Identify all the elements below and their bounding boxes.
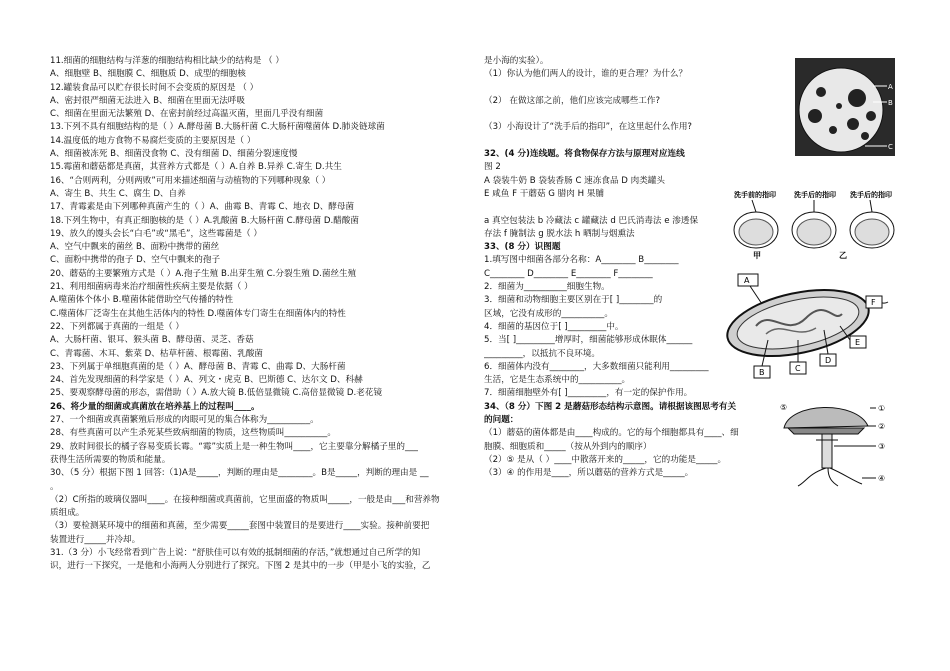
right-text-line: （1）蘑菇的菌体都是由____构成的。它的每个细胞都具有____、细	[484, 428, 739, 439]
left-text-line: 质组成。	[50, 508, 85, 519]
right-text-line: C________ D________ E________ F________	[484, 268, 653, 279]
right-text-line: 胞膜、细胞质和_____（按从外到内的顺序）	[484, 441, 652, 452]
left-text-line: 22、下列都属于真菌的一组是（ ）	[50, 321, 184, 332]
bacteria-label-f: F	[871, 298, 876, 307]
left-text-line: 12.罐装食品可以贮存很长时间不会变质的原因是 （ ）	[50, 82, 259, 93]
right-text-line: 3．细菌和动物细胞主要区别在于[ ]________的	[484, 295, 663, 306]
left-text-line: （2）C所指的玻璃仪器叫____。在接种细菌或真菌前，它里面盛的物质叫_____，一般是由___和营养物	[50, 494, 440, 505]
left-text-line: 16、“合则两利，分则两败”可用来描述细菌与动植物的下列哪种现象（ ）	[50, 175, 331, 186]
fig1-label-a: A	[888, 83, 893, 91]
left-text-line: 17、青霉素是由下列哪种真菌产生的（ ）A、曲霉 B、青霉 C、地衣 D、酵母菌	[50, 202, 355, 213]
left-text-line: C、面粉中携带的孢子 D、空气中飘来的孢子	[50, 255, 221, 266]
bacteria-label-a: A	[744, 276, 750, 285]
right-text-line: 存法 f 腌制法 g 脱水法 h 晒制与烟熏法	[484, 228, 635, 239]
right-text-line: 是小海的实验）。	[484, 56, 549, 66]
fig1-label-b: B	[888, 99, 893, 107]
right-text-line: _________，以抵抗不良环境。	[484, 348, 601, 359]
left-text-line: A、细菌被冻死 B、细菌没食物 C、没有细菌 D、细菌分裂速度慢	[50, 149, 298, 160]
left-text-line: A、密封很严细菌无法进入 B、细菌在里面无法呼吸	[50, 95, 245, 106]
fig2-title-1: 洗手前的指印	[734, 191, 776, 199]
left-text-line: 26、将少量的细菌或真菌放在培养基上的过程叫____。	[50, 401, 260, 412]
left-text-line: 28、有些真菌可以产生杀死某些致病细菌的物质，这些物质叫__________。	[50, 428, 336, 439]
right-text-line: 2．细菌为__________细胞生物。	[484, 282, 610, 293]
right-text-line: 4．细菌的基因位于[ ]_________中。	[484, 321, 624, 332]
right-text-line: 的问题：	[484, 415, 519, 426]
left-text-line: （3）要检测某环境中的细菌和真菌，至少需要_____套图中装置目的是要进行____实验。接种前要把	[50, 521, 430, 532]
right-text-line: 图 2	[484, 162, 501, 173]
mushroom-label-4: ④	[878, 474, 886, 483]
left-text-line: A、寄生 B、共生 C、腐生 D、自养	[50, 188, 186, 199]
left-text-line: C、细菌在里面无法繁殖 D、在密封前经过高温灭菌，里面几乎没有细菌	[50, 109, 324, 120]
left-text-line: 14.温度低的地方食物不易腐烂变质的主要原因是（ ）	[50, 135, 256, 146]
bacteria-label-d: D	[825, 356, 832, 365]
right-text-line	[484, 108, 784, 121]
right-text-line: （2）⑤ 是从（ ）____中散落开来的_____，它的功能是_____。	[484, 454, 727, 465]
left-text-line: 23、下列属于单细胞真菌的是（ ）A、酵母菌 B、青霉 C、曲霉 D、大肠杆菌	[50, 361, 346, 372]
left-text-line: 31.（3 分）小飞经常看到广告上说：“舒肤佳可以有效的抵制细菌的存活，”就想通过自己所学的知	[50, 547, 421, 558]
mushroom-label-5: ⑤	[780, 403, 788, 412]
right-text-line	[484, 135, 784, 148]
right-text-line: 32、(4 分)连线题。将食物保存方法与原理对应连线	[484, 149, 685, 160]
left-text-line: 19、放久的馒头会长“白毛”或“黑毛”，这些霉菌是（ ）	[50, 228, 262, 239]
left-text-line: C.噬菌体厂泛寄生在其他生活体内的特性 D.噬菌体专门寄生在细菌体内的特性	[50, 308, 346, 319]
mushroom-label-3: ③	[878, 442, 886, 451]
fig2-label-yi: 乙	[839, 251, 847, 260]
right-text-line: （1）你认为他们两人的设计，谁的更合理？为什么？	[484, 69, 688, 80]
right-text-line: 生活，它是生态系统中的__________。	[484, 375, 631, 386]
right-text-line: 33、(8 分）识图题	[484, 242, 561, 253]
fig1-label-c: C	[888, 143, 893, 151]
right-text-line: （3）④ 的作用是____，所以蘑菇的营养方式是_____。	[484, 468, 694, 479]
left-text-line: 24、首先发现细菌的科学家是（ ）A、列文・虎克 B、巴斯德 C、达尔文 D、科赫	[50, 375, 363, 386]
mushroom-label-2: ②	[878, 422, 886, 431]
right-text-line: 区域，它没有成形的__________。	[484, 308, 613, 319]
left-text-line: 25、要观察酵母菌的形态，需借助（ ）A.放大镜 B.低倍显微镜 C.高倍显微镜 D.老花镜	[50, 388, 383, 399]
left-text-line: 13.下列不具有细胞结构的是（ ）A.酵母菌 B.大肠杆菌 C.大肠杆菌噬菌体 D.肺炎链球菌	[50, 122, 385, 133]
right-text-line	[484, 82, 784, 95]
right-text-line: E 咸鱼 F 干蘑菇 G 腊肉 H 果脯	[484, 188, 604, 199]
right-text-line: （2） 在做这部之前，他们应该完成哪些工作?	[484, 95, 661, 106]
bacteria-label-c: C	[795, 364, 801, 373]
bacteria-label-b: B	[759, 368, 765, 377]
left-text-line: 21、利用细菌病毒来治疗细菌性疾病主要是依据（ ）	[50, 282, 253, 293]
bacteria-structure-diagram	[716, 268, 891, 383]
left-text-line: 27、一个细菌或真菌繁殖后形成的肉眼可见的集合体称为__________。	[50, 415, 319, 426]
mushroom-structure-diagram	[778, 398, 888, 488]
left-text-line: 30、（5 分）根据下图 1 回答:（1)A是_____，判断的理由是________。B是_____，判断的理由是 __	[50, 468, 429, 479]
fig2-label-jia: 甲	[753, 251, 761, 260]
left-text-line: 18.下列生物中，有真正细胞核的是（ ）A.乳酸菌 B.大肠杆菌 C.酵母菌 D.醋酸菌	[50, 215, 359, 226]
right-text-line: （3）小海设计了“洗手后的指印”，在这里起什么作用?	[484, 122, 692, 133]
fig2-title-3: 洗手后的指印	[850, 191, 892, 199]
left-text-line: 获得生活所需要的物质和能量。	[50, 454, 171, 465]
left-text-line: 装置进行_____并冷却。	[50, 534, 141, 545]
bacteria-label-e: E	[855, 338, 861, 347]
left-text-line: 20、蘑菇的主要繁殖方式是（ ）A.孢子生殖 B.出芽生殖 C.分裂生殖 D.菌丝生殖	[50, 268, 357, 279]
figure-2-handprint-plates	[732, 188, 902, 260]
right-text-line: 1.填写图中细菌各部分名称：A________ B________	[484, 255, 679, 266]
right-text-line: 34、（8 分）下图 2 是蘑菇形态结构示意图。请根据该图思考有关	[484, 401, 737, 412]
left-text-line: C、青霉菌、木耳、紫菜 D、枯草杆菌、根霉菌、乳酸菌	[50, 348, 264, 359]
left-text-line: 。	[50, 481, 59, 492]
left-text-line: A、空气中飘来的菌丝 B、面粉中携带的菌丝	[50, 242, 220, 253]
right-text-line: 5．当[ ]_________增厚时，细菌能够形成休眠体______	[484, 335, 693, 346]
right-text-line: 7．细菌细胞壁外有[ ]_________，有一定的保护作用。	[484, 388, 693, 399]
right-text-line: 6．细菌体内没有________，大多数细菌只能利用_________	[484, 361, 709, 372]
figure-1-petri-dishes	[795, 58, 895, 156]
left-text-line: 识，进行一下探究，一是他和小海两人分别进行了探究。下图 2 是其中的一步（甲是小飞的实验，乙	[50, 561, 431, 572]
fig2-title-2: 洗手后的指印	[794, 191, 836, 199]
left-text-line: A.噬菌体个体小 B.噬菌体能借助空气传播的特性	[50, 295, 234, 306]
left-text-line: A、细胞壁 B、细胞膜 C、细胞质 D、成型的细胞核	[50, 69, 246, 80]
left-text-line: 15.霉菌和蘑菇都是真菌，其营养方式都是（ ）A.自养 B.异养 C.寄生 D.共生	[50, 162, 342, 173]
right-text-line: a 真空包装法 b 冷藏法 c 罐藏法 d 巴氏消毒法 e 渗透保	[484, 215, 699, 226]
left-column	[50, 55, 478, 574]
mushroom-label-1: ①	[878, 404, 886, 413]
left-text-line: 11.细菌的细胞结构与洋葱的细胞结构相比缺少的结构是 （ ）	[50, 56, 284, 66]
left-text-line: 29、放时间很长的橘子容易变质长霉。“霉”实质上是一种生物叫____，它主要靠分解橘子里的___	[50, 441, 418, 452]
left-text-line: A、大肠杆菌、银耳、猴头菌 B、酵母菌、灵芝、香菇	[50, 335, 254, 346]
right-text-line: A 袋装牛奶 B 袋装香肠 C 速冻食品 D 肉类罐头	[484, 175, 666, 186]
